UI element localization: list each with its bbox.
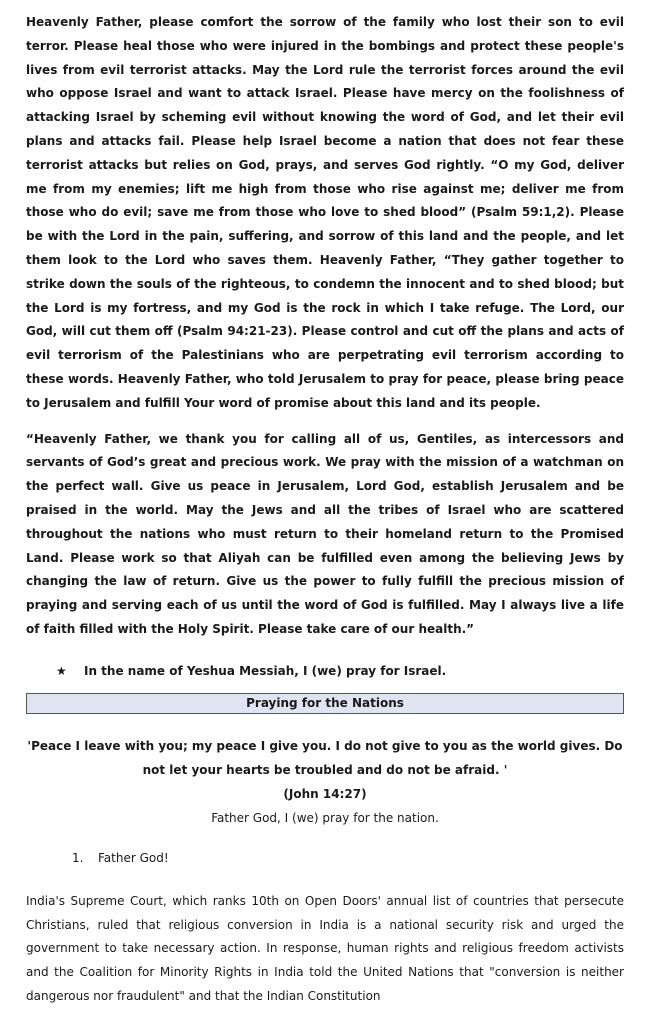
scripture-verse: 'Peace I leave with you; my peace I give you. I do not give to you as the world gives. Do not let your hearts be troubled and do not be afraid. ' <box>27 738 623 777</box>
item-number: 1. <box>72 850 84 865</box>
india-paragraph: India's Supreme Court, which ranks 10th on Open Doors' annual list of countries that persecute Christians, ruled that religious conversion in India is a national security risk and urged the government to take necessary action. In response, human rights and religious freedom activists and the Coalition for Minority Rights in India told the United Nations that "conversion is neither dangerous nor fraudulent" and that the Indian Constitution <box>26 893 624 1003</box>
document-page <box>26 11 624 1009</box>
prayer-paragraph-gentiles: “Heavenly Father, we thank you for calling all of us, Gentiles, as intercessors and servants of God’s great and precious work. We pray with the mission of a watchman on the perfect wall. Give us peace in Jerusalem, Lord God, establish Jerusalem and be praised in the world. May the Jews and all the tribes of Israel who are scattered throughout the nations who must return to their homeland return to the Promised Land. Please work so that Aliyah can be fulfilled even among the believing Jews by changing the law of return. Give us the power to fully fulfill the precious mission of praying and serving each of us until the word of God is fulfilled. May I always live a life of faith filled with the Holy Spirit. Please take care of our health.” <box>26 431 624 636</box>
numbered-item <box>26 848 624 868</box>
prayer-paragraph-israel: Heavenly Father, please comfort the sorrow of the family who lost their son to evil terror. Please heal those who were injured in the bombings and protect these people's lives from evil terrorist attacks. May the Lord rule the terrorist forces around the evil who oppose Israel and want to attack Israel. Please have mercy on the foolishness of attacking Israel by scheming evil without knowing the word of God, and let their evil plans and attacks fail. Please help Israel become a nation that does not fear these terrorist attacks but relies on God, prays, and serves God rightly. “O my God, deliver me from my enemies; lift me high from those who rise against me; deliver me from those who do evil; save me from those who love to shed blood” (Psalm 59:1,2). Please be with the Lord in the pain, suffering, and sorrow of this land and the people, and let them look to the Lord who saves them. Heavenly Father, “They gather together to strike down the souls of the righteous, to condemn the innocent and to shed blood; but the Lord is my fortress, and my God is the rock in which I take refuge. The Lord, our God, will cut them off (Psalm 94:21-23). Please control and cut off the plans and acts of evil terrorism of the Palestinians who are perpetrating evil terrorism according to these words. Heavenly Father, who told Jerusalem to pray for peace, please bring peace to Jerusalem and fulfill Your word of promise about this land and its people. <box>26 15 624 410</box>
bullet-text: In the name of Yeshua Messiah, I (we) pray for Israel. <box>84 663 447 678</box>
star-bullet-icon: ★ <box>56 663 67 678</box>
bullet-item <box>26 661 624 681</box>
section-header <box>26 693 624 714</box>
section-header-title: Praying for the Nations <box>246 696 404 711</box>
scripture-reference: (John 14:27) <box>283 786 367 801</box>
item-text: Father God! <box>98 850 169 865</box>
prayer-line: Father God, I (we) pray for the nation. <box>211 810 439 825</box>
